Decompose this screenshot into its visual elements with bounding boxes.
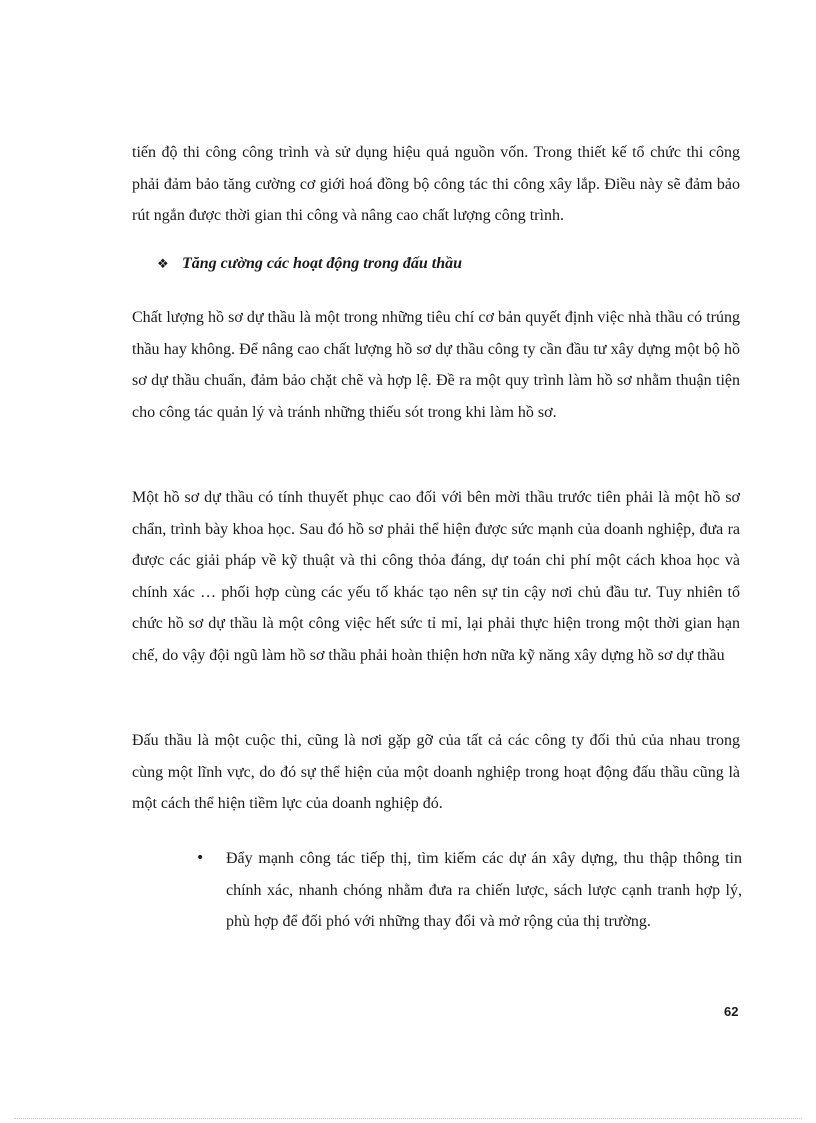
footer-divider xyxy=(14,1118,802,1119)
section-heading-text: Tăng cường các hoạt động trong đấu thầu xyxy=(182,255,462,272)
bullet-icon: • xyxy=(196,850,205,866)
body-paragraph: Chất lượng hồ sơ dự thầu là một trong những tiêu chí cơ bản quyết định việc nhà thầu có trúng thầu hay không. Để nâng cao chất lượng hồ sơ dự thầu công ty cần đầu tư xây dựng một bộ hồ sơ dự thầu chuẩn, đảm bảo chặt chẽ và hợp lệ. Đề ra một quy trình làm hồ sơ nhằm thuận tiện cho công tác quản lý và tránh những thiếu sót trong khi làm hồ sơ. xyxy=(132,309,740,421)
body-paragraph: tiến độ thi công công trình và sử dụng hiệu quả nguồn vốn. Trong thiết kế tổ chức thi công phải đảm bảo tăng cường cơ giới hoá đồng bộ công tác thi công xây lắp. Điều này sẽ đảm bảo rút ngắn được thời gian thi công và nâng cao chất lượng công trình. xyxy=(132,144,740,224)
diamond-bullet-icon: ❖ xyxy=(157,256,169,272)
bullet-text: Đẩy mạnh công tác tiếp thị, tìm kiếm các dự án xây dựng, thu thập thông tin chính xác, nhanh chóng nhằm đưa ra chiến lược, sách lược cạnh tranh hợp lý, phù hợp để đối phó với những thay đổi và mở rộng của thị trường. xyxy=(226,850,742,930)
body-paragraph: Đấu thầu là một cuộc thi, cũng là nơi gặp gỡ của tất cả các công ty đối thủ của nhau trong cùng một lĩnh vực, do đó sự thể hiện của một doanh nghiệp trong hoạt động đấu thầu cũng là một cách thể hiện tiềm lực của doanh nghiệp đó. xyxy=(132,732,740,812)
page-number: 62 xyxy=(724,1004,739,1019)
body-paragraph: Một hồ sơ dự thầu có tính thuyết phục cao đối với bên mời thầu trước tiên phải là một hồ sơ chẩn, trình bày khoa học. Sau đó hồ sơ phải thể hiện được sức mạnh của doanh nghiệp, đưa ra được các giải pháp về kỹ thuật và thi công thỏa đáng, dự toán chi phí một cách khoa học và chính xác … phối hợp cùng các yếu tố khác tạo nên sự tin cậy nơi chủ đầu tư. Tuy nhiên tổ chức hồ sơ dự thầu là một công việc hết sức tỉ mỉ, lại phải thực hiện trong một thời gian hạn chế, do vậy đội ngũ làm hồ sơ thầu phải hoàn thiện hơn nữa kỹ năng xây dựng hồ sơ dự thầu xyxy=(132,489,740,664)
bullet-list-item xyxy=(196,843,742,938)
section-heading xyxy=(157,255,462,273)
